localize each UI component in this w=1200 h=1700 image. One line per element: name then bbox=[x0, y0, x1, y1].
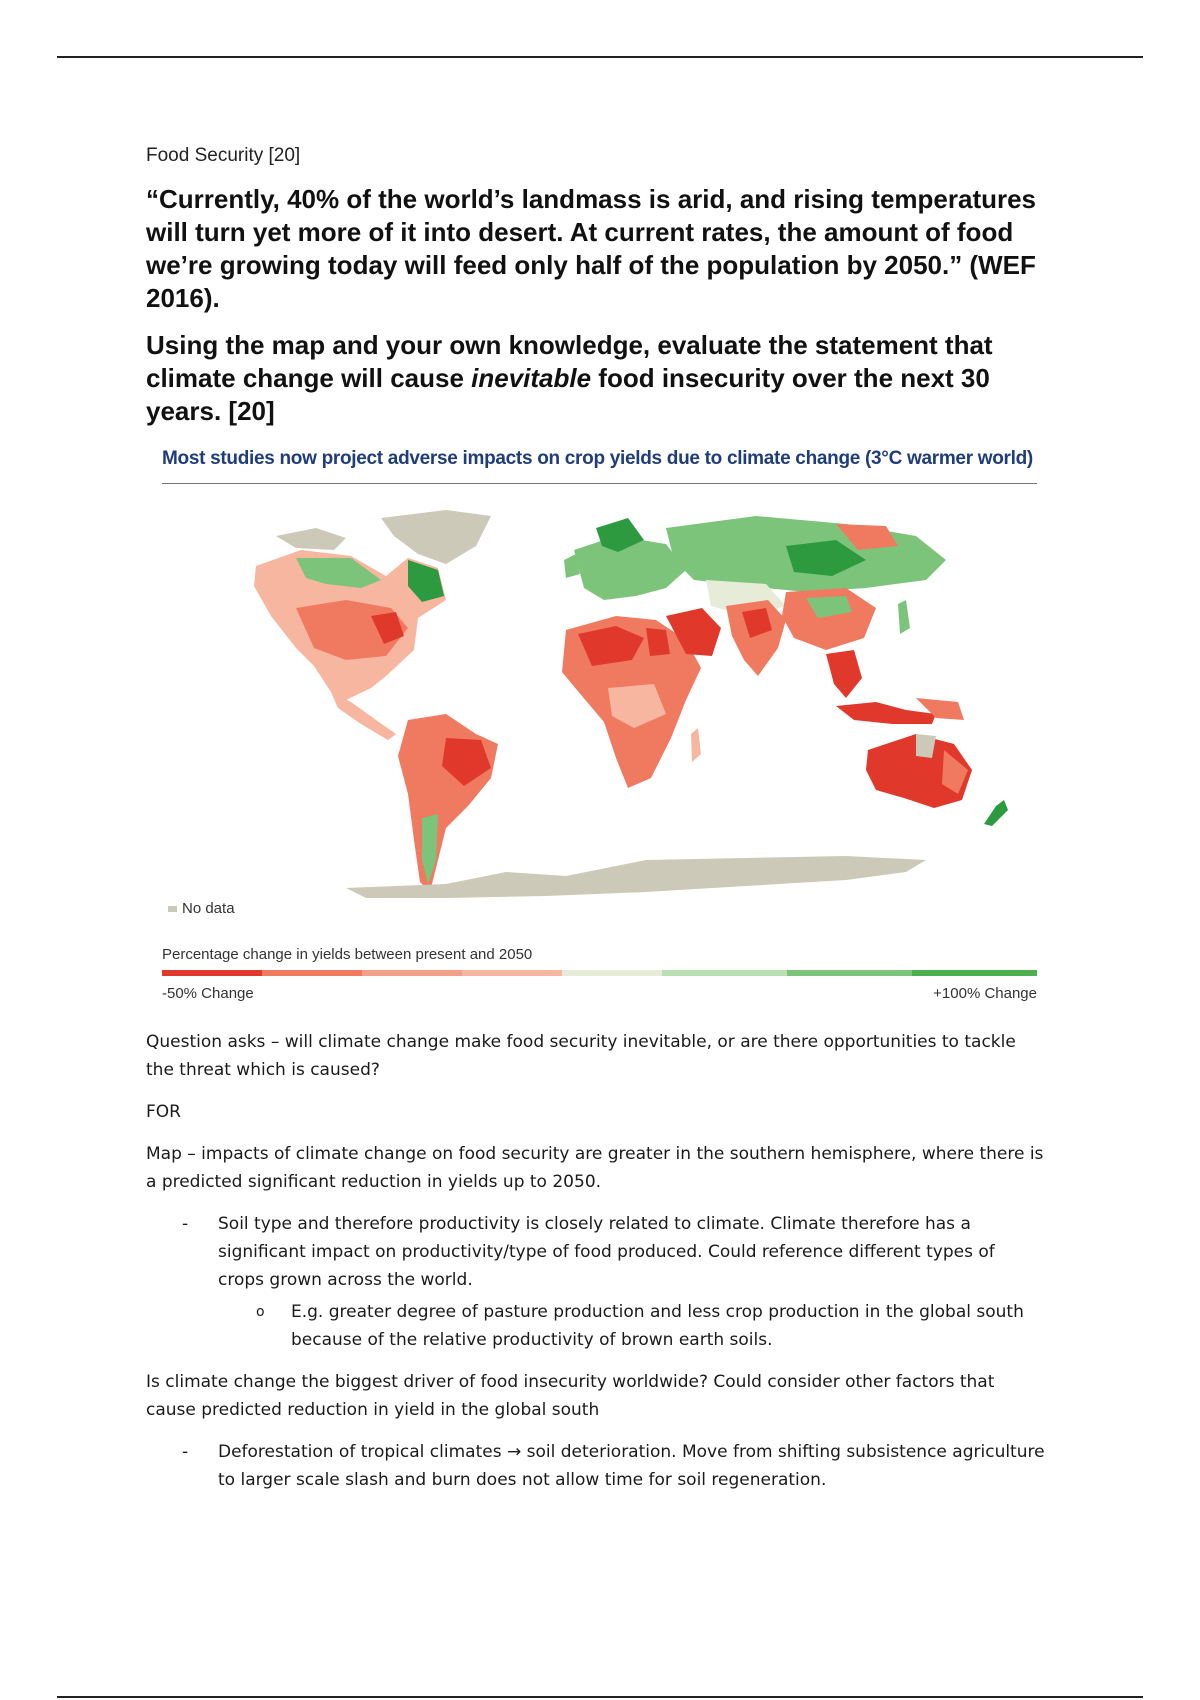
legend-min-label: -50% Change bbox=[162, 985, 254, 1002]
document-content bbox=[146, 145, 1046, 1498]
drivers-paragraph: Is climate change the biggest driver of food insecurity worldwide? Could consider other factors that cause predicted reduction in yield in the global south bbox=[146, 1372, 995, 1420]
bullet-item bbox=[146, 1210, 1046, 1294]
indonesia bbox=[836, 702, 936, 724]
top-rule bbox=[57, 56, 1143, 58]
for-label: FOR bbox=[146, 1102, 181, 1122]
legend-segment-5 bbox=[562, 970, 662, 976]
world-map bbox=[146, 488, 1046, 908]
greenland bbox=[381, 510, 491, 564]
map-paragraph: Map – impacts of climate change on food security are greater in the southern hemisphere, where there is a predicted significant reduction in yields up to 2050. bbox=[146, 1144, 1044, 1192]
southeast-asia bbox=[826, 650, 862, 698]
figure-title: Most studies now project adverse impacts on crop yields due to climate change (3°C warmer world) bbox=[162, 448, 1033, 469]
question-after: food insecurity over the next 30 years. [20] bbox=[146, 363, 990, 426]
sub-bullet-circle: o bbox=[256, 1304, 265, 1320]
bullet-item bbox=[146, 1438, 1046, 1494]
intro-paragraph: Question asks – will climate change make food security inevitable, or are there opportunities to tackle the threat which is caused? bbox=[146, 1032, 1016, 1080]
section-heading: Food Security [20] bbox=[146, 145, 301, 166]
legend-max-label: +100% Change bbox=[933, 985, 1037, 1002]
legend-segment-3 bbox=[362, 970, 462, 976]
bottom-rule bbox=[57, 1696, 1143, 1698]
quote-text: “Currently, 40% of the world’s landmass is arid, and rising temperatures will turn yet more of it into desert. At current rates, the amount of food we’re growing today will feed only half of the population by 2050.” (WEF 2016). bbox=[146, 184, 1037, 313]
bullet-text: Soil type and therefore productivity is closely related to climate. Climate therefore has a significant impact on productivity/type of food produced. Could reference different types of crops grown across the world. bbox=[218, 1214, 995, 1290]
legend-segment-4 bbox=[462, 970, 562, 976]
central-america bbox=[331, 692, 396, 740]
new-zealand bbox=[984, 800, 1008, 826]
crop-yield-map-figure bbox=[146, 448, 1046, 1003]
legend-segment-6 bbox=[662, 970, 787, 976]
question-text bbox=[146, 329, 1046, 428]
legend-color-bar bbox=[162, 970, 1037, 976]
sub-bullet-text: E.g. greater degree of pasture production and less crop production in the global south because of the relative productivity of brown earth soils. bbox=[291, 1302, 1024, 1350]
legend-segment-2 bbox=[262, 970, 362, 976]
southern-africa bbox=[616, 746, 652, 786]
no-data-label: No data bbox=[182, 900, 235, 917]
bullet-dash: - bbox=[182, 1442, 189, 1462]
legend-title: Percentage change in yields between present and 2050 bbox=[162, 946, 533, 963]
question-emphasis: inevitable bbox=[471, 363, 592, 393]
legend-segment-8 bbox=[912, 970, 1037, 976]
question-before: Using the map and your own knowledge, evaluate the statement that climate change will cause bbox=[146, 330, 993, 393]
legend-segment-1 bbox=[162, 970, 262, 976]
bullet-text: Deforestation of tropical climates → soil deterioration. Move from shifting subsistence agriculture to larger scale slash and burn does not allow time for soil regeneration. bbox=[218, 1442, 1045, 1490]
arctic-islands bbox=[276, 528, 346, 550]
bullet-dash: - bbox=[182, 1214, 189, 1234]
madagascar bbox=[691, 728, 701, 762]
no-data-swatch bbox=[168, 906, 177, 912]
legend-segment-7 bbox=[787, 970, 912, 976]
answer-notes bbox=[146, 1028, 1046, 1494]
no-data-legend bbox=[168, 900, 235, 917]
figure-title-rule bbox=[162, 483, 1037, 484]
japan bbox=[898, 600, 910, 634]
sub-bullet-item bbox=[146, 1298, 1046, 1354]
